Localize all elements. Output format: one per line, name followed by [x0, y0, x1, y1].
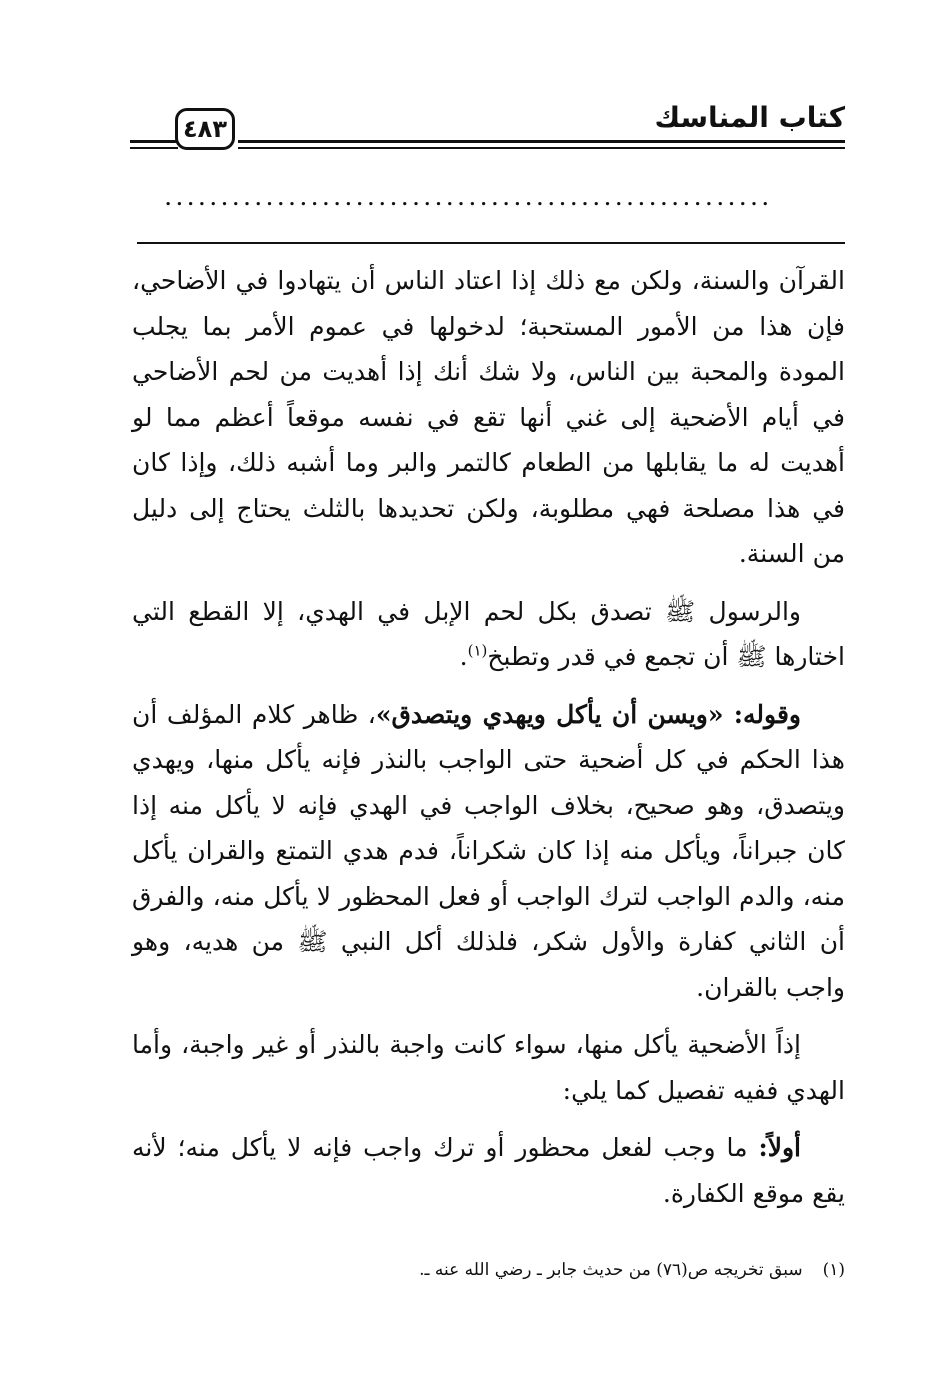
paragraph-4: إذاً الأضحية يأكل منها، سواء كانت واجبة بالنذر أو غير واجبة، وأما الهدي ففيه تفصيل كما يلي: — [132, 1030, 845, 1105]
paragraph-5-text: ما وجب لفعل محظور أو ترك واجب فإنه لا يأكل منه؛ لأنه يقع موقع الكفارة. — [132, 1133, 845, 1208]
first-lead: أولاً: — [758, 1133, 801, 1162]
paragraph-2 — [132, 589, 845, 680]
footnote — [320, 1256, 845, 1284]
footnote-ref: (١) — [467, 641, 488, 660]
header-rule-top-right — [238, 140, 845, 143]
paragraph-3-text: ، ظاهر كلام المؤلف أن هذا الحكم في كل أضحية حتى الواجب بالنذر فإنه يأكل منها، ويهدي ويتصدق، وهو صحيح، بخلاف الواجب في الهدي فإنه لا يأكل منه إذا كان جبراناً، ويأكل منه إذا كان شكراناً، فدم هدي التمتع والقران يأكل منه، والدم الواجب لترك الواجب أو فعل المحظور لا يأكل منه، والفرق أن الثاني كفارة والأول شكر، فلذلك أكل النبي ﷺ من هديه، وهو واجب بالقران. — [132, 699, 845, 1002]
header-rule-bottom-left — [130, 147, 178, 149]
page-number: ٤٨٣ — [175, 108, 235, 150]
paragraph-5 — [132, 1125, 845, 1216]
main-text — [132, 258, 845, 1228]
dotted-divider: ...................................................... — [165, 189, 774, 210]
book-title: كتاب المناسك — [654, 101, 845, 134]
paragraph-1: القرآن والسنة، ولكن مع ذلك إذا اعتاد الناس أن يتهادوا في الأضاحي، فإن هذا من الأمور المستحبة؛ لدخولها في عموم الأمر بما يجلب المودة والمحبة بين الناس، ولا شك أنك إذا أهديت من لحم الأضاحي في أيام الأضحية إلى غني أنها تقع في نفسه موقعاً أعظم مما لو أهديت له ما يقابلها من الطعام كالتمر والبر وما أشبه ذلك، وإذا كان في هذا مصلحة فهي مطلوبة، ولكن تحديدها بالثلث يحتاج إلى دليل من السنة. — [132, 266, 845, 568]
footnote-number: (١) — [822, 1260, 845, 1280]
header-rule-bottom-right — [238, 147, 845, 149]
separator-rule — [137, 242, 845, 244]
paragraph-3 — [132, 692, 845, 1011]
header-rule-top-left — [130, 140, 178, 143]
quoted-lead: وقوله: «ويسن أن يأكل ويهدي ويتصدق» — [375, 699, 801, 729]
paragraph-2-text: والرسول ﷺ تصدق بكل لحم الإبل في الهدي، إلا القطع التي اختارها ﷺ أن تجمع في قدر وتطبخ — [132, 596, 845, 671]
paragraph-2-end: . — [459, 642, 468, 671]
footnote-text: سبق تخريجه ص(٧٦) من حديث جابر ـ رضي الله عنه ـ. — [419, 1260, 803, 1280]
page-header — [130, 98, 845, 162]
